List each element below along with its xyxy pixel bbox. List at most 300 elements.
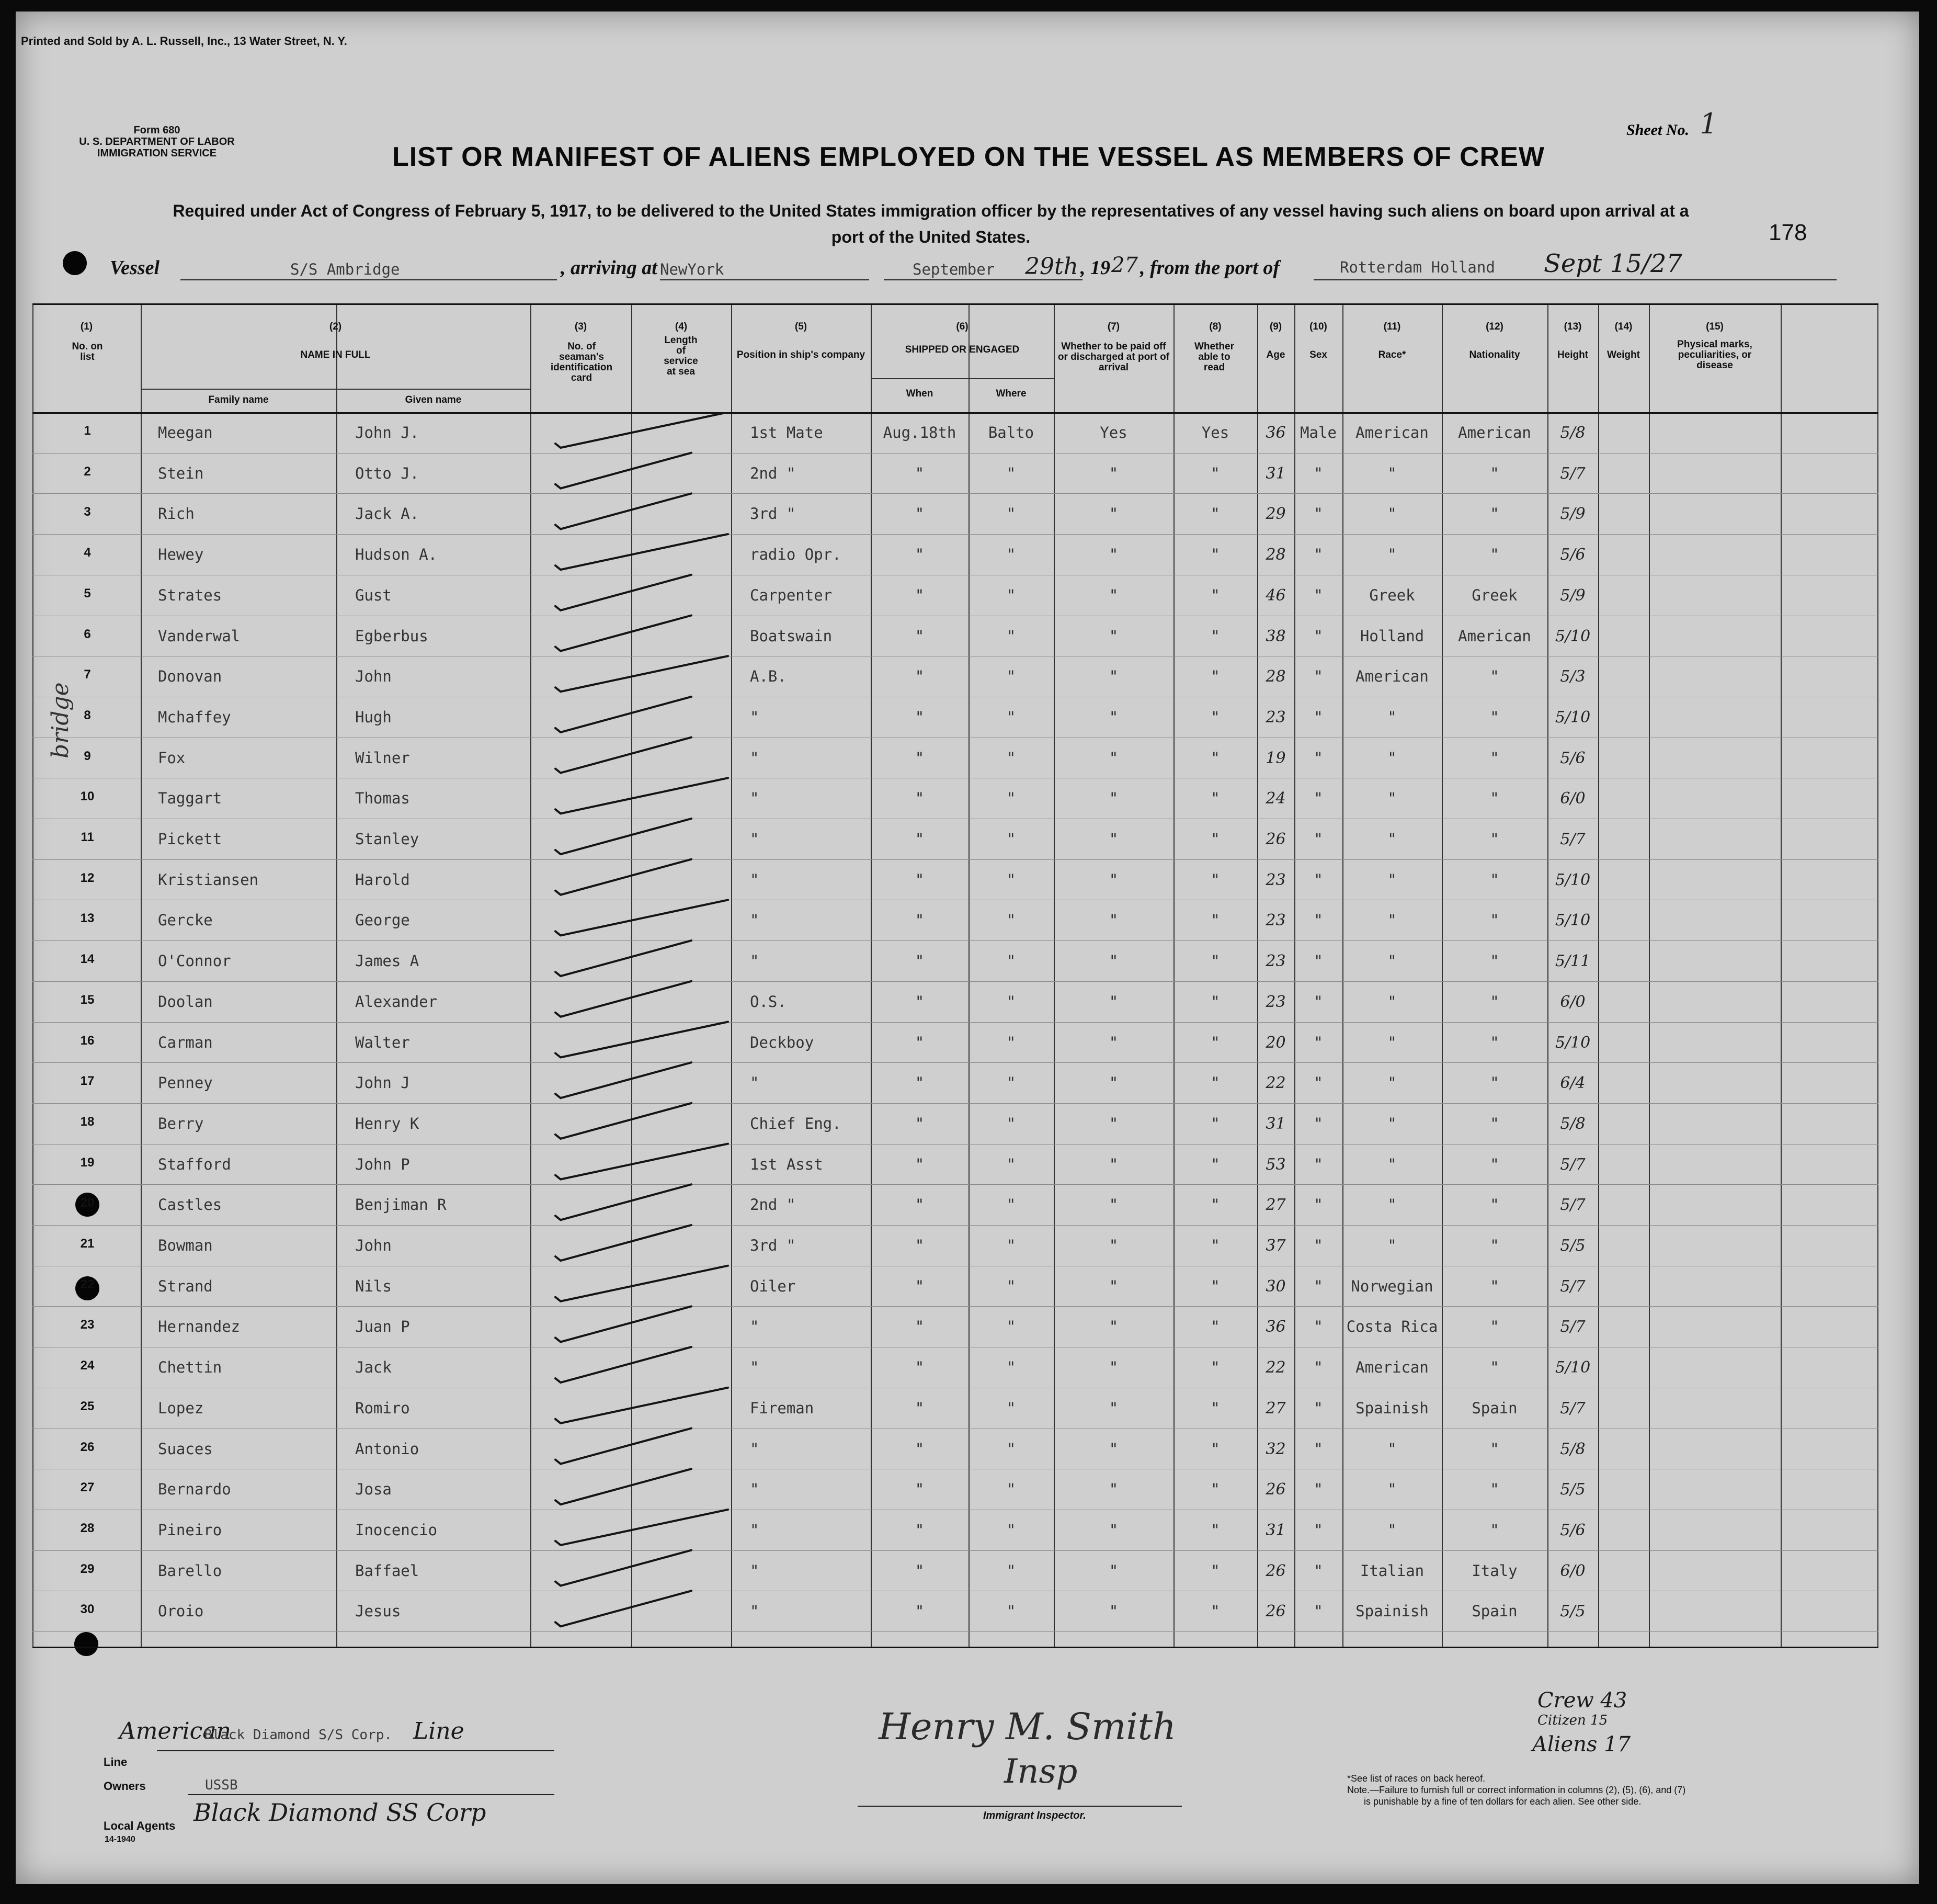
cell-where: " bbox=[1006, 952, 1016, 970]
col-race-number: (11) bbox=[1383, 321, 1401, 332]
cell-paid: " bbox=[1109, 627, 1119, 645]
cell-nationality: Greek bbox=[1472, 586, 1518, 604]
cell-nationality: " bbox=[1490, 1277, 1499, 1295]
cell-sex: " bbox=[1314, 464, 1323, 482]
col-read-number: (8) bbox=[1209, 321, 1222, 332]
printer-credit: Printed and Sold by A. L. Russell, Inc., 13 Water Street, N. Y. bbox=[21, 35, 347, 48]
cell-where: " bbox=[1006, 1521, 1016, 1539]
cell-age: 22 bbox=[1266, 1358, 1286, 1377]
cell-position: " bbox=[750, 870, 759, 889]
cell-read: " bbox=[1211, 546, 1220, 564]
cell-nationality: American bbox=[1458, 424, 1531, 441]
cell-paid: " bbox=[1109, 1358, 1119, 1377]
requirement-line-1: Required under Act of Congress of February 5, 1917, to be delivered to the United States immigration officer by the representatives of any vessel having such aliens on board upon arrival at a bbox=[173, 201, 1689, 220]
year-value: 27 bbox=[1111, 253, 1138, 277]
cell-paid: " bbox=[1109, 1237, 1119, 1254]
cell-age: 27 bbox=[1266, 1399, 1286, 1418]
cell-no: 11 bbox=[81, 830, 94, 844]
cell-height: 6/0 bbox=[1560, 992, 1586, 1011]
col-shipped-number: (6) bbox=[956, 321, 969, 332]
cell-read: " bbox=[1211, 1358, 1220, 1377]
cell-position: Fireman bbox=[750, 1399, 814, 1417]
cell-paid: " bbox=[1109, 1561, 1119, 1580]
cell-race: " bbox=[1387, 830, 1397, 848]
cell-position: " bbox=[750, 1480, 759, 1499]
cell-no: 7 bbox=[84, 667, 91, 682]
cell-where: " bbox=[1006, 830, 1016, 848]
cell-where: " bbox=[1006, 1196, 1016, 1214]
line-hand-end: Line bbox=[413, 1718, 464, 1744]
cell-position: 3rd " bbox=[750, 505, 796, 523]
cell-family: Chettin bbox=[158, 1358, 222, 1377]
cell-nationality: " bbox=[1490, 1074, 1499, 1092]
cell-family: Strand bbox=[158, 1277, 213, 1295]
col-marks-header: Physical marks, peculiarities, or disease bbox=[1677, 339, 1752, 371]
cell-height: 6/0 bbox=[1560, 1561, 1586, 1580]
cell-no: 22 bbox=[80, 1277, 95, 1291]
cell-paid: " bbox=[1109, 505, 1119, 523]
cell-given: Egberbus bbox=[355, 627, 428, 645]
col-shipped-header: SHIPPED OR ENGAGED bbox=[905, 344, 1020, 355]
cell-race: American bbox=[1355, 667, 1429, 686]
cell-nationality: " bbox=[1490, 464, 1499, 482]
cell-family: Carman bbox=[158, 1033, 213, 1051]
cell-family: Strates bbox=[158, 586, 222, 604]
cell-position: " bbox=[750, 1074, 759, 1092]
cell-family: Bowman bbox=[158, 1237, 213, 1254]
cell-no: 21 bbox=[80, 1237, 95, 1251]
cell-given: Baffael bbox=[355, 1561, 419, 1580]
cell-read: " bbox=[1211, 1033, 1220, 1051]
cell-read: " bbox=[1211, 464, 1220, 482]
cell-paid: " bbox=[1109, 1602, 1119, 1620]
cell-family: Oroio bbox=[158, 1602, 204, 1620]
date-note: Sept 15/27 bbox=[1544, 249, 1682, 278]
cell-nationality: " bbox=[1490, 1521, 1499, 1539]
cell-when: Aug.18th bbox=[883, 424, 956, 441]
cell-no: 4 bbox=[84, 546, 91, 560]
cell-paid: " bbox=[1109, 992, 1119, 1011]
cell-height: 5/7 bbox=[1560, 1155, 1586, 1174]
cell-height: 5/6 bbox=[1560, 546, 1586, 564]
cell-read: " bbox=[1211, 586, 1220, 604]
cell-when: " bbox=[915, 1480, 925, 1499]
cell-no: 18 bbox=[80, 1114, 95, 1129]
cell-where: " bbox=[1006, 1277, 1016, 1295]
cell-height: 5/8 bbox=[1560, 1114, 1586, 1133]
tally-aliens: Aliens 17 bbox=[1532, 1732, 1631, 1756]
cell-no: 25 bbox=[80, 1399, 95, 1413]
cell-read: " bbox=[1211, 1399, 1220, 1417]
cell-paid: " bbox=[1109, 1480, 1119, 1499]
row-divider bbox=[32, 1103, 1878, 1104]
tally-crew: Crew 43 bbox=[1537, 1688, 1627, 1713]
cell-read: " bbox=[1211, 1561, 1220, 1580]
cell-nationality: " bbox=[1490, 830, 1499, 848]
cell-height: 5/5 bbox=[1560, 1237, 1586, 1255]
cell-position: " bbox=[750, 952, 759, 970]
owners-label: Owners bbox=[104, 1780, 146, 1793]
cell-age: 22 bbox=[1266, 1074, 1286, 1093]
cell-where: " bbox=[1006, 1399, 1016, 1417]
cell-family: Donovan bbox=[158, 667, 222, 686]
cell-nationality: American bbox=[1458, 627, 1531, 645]
cell-height: 5/6 bbox=[1560, 1521, 1586, 1539]
col-sex-number: (10) bbox=[1309, 321, 1327, 332]
row-divider bbox=[32, 1306, 1878, 1307]
cell-age: 37 bbox=[1266, 1237, 1286, 1255]
cell-no: 29 bbox=[80, 1561, 95, 1576]
cell-when: " bbox=[915, 749, 925, 767]
cell-family: Rich bbox=[158, 505, 195, 523]
col-position-header: Position in ship's company bbox=[736, 349, 865, 360]
punch-hole bbox=[63, 251, 87, 275]
cell-given: Romiro bbox=[355, 1399, 410, 1417]
row-divider bbox=[32, 1022, 1878, 1023]
row-divider bbox=[32, 981, 1878, 982]
port-value: Rotterdam Holland bbox=[1340, 258, 1495, 276]
cell-paid: " bbox=[1109, 952, 1119, 970]
service-name: IMMIGRATION SERVICE bbox=[97, 148, 217, 159]
cell-height: 5/7 bbox=[1560, 1277, 1586, 1296]
cell-nationality: " bbox=[1490, 1237, 1499, 1254]
month-field bbox=[884, 253, 1083, 280]
row-divider bbox=[32, 534, 1878, 535]
col-id-header: No. of seaman's identification card bbox=[550, 341, 613, 383]
cell-when: " bbox=[915, 911, 925, 930]
cell-no: 27 bbox=[80, 1480, 95, 1495]
cell-family: Hewey bbox=[158, 546, 204, 564]
cell-sex: " bbox=[1314, 546, 1323, 564]
month-value: September bbox=[913, 260, 995, 278]
cell-read: " bbox=[1211, 870, 1220, 889]
cell-race: " bbox=[1387, 992, 1397, 1011]
cell-where: " bbox=[1006, 627, 1016, 645]
cell-race: " bbox=[1387, 1196, 1397, 1214]
cell-height: 5/10 bbox=[1555, 627, 1591, 645]
cell-nationality: Italy bbox=[1472, 1561, 1518, 1580]
cell-no: 17 bbox=[80, 1074, 95, 1089]
crew-table bbox=[32, 303, 1878, 1648]
cell-sex: " bbox=[1314, 870, 1323, 889]
cell-sex: " bbox=[1314, 1277, 1323, 1295]
cell-when: " bbox=[915, 1155, 925, 1173]
cell-family: Meegan bbox=[158, 424, 213, 441]
col-when-header: When bbox=[906, 388, 933, 399]
cell-family: Pickett bbox=[158, 830, 222, 848]
cell-read: " bbox=[1211, 749, 1220, 767]
col-name-number: (2) bbox=[329, 321, 342, 332]
cell-family: Taggart bbox=[158, 789, 222, 808]
cell-nationality: " bbox=[1490, 1033, 1499, 1051]
cell-given: John bbox=[355, 667, 392, 686]
inspector-label: Immigrant Inspector. bbox=[983, 1810, 1086, 1821]
cell-given: Hudson A. bbox=[355, 546, 438, 564]
col-family-header: Family name bbox=[208, 394, 269, 405]
col-nationality-header: Nationality bbox=[1469, 349, 1520, 360]
col-given-header: Given name bbox=[405, 394, 462, 405]
cell-read: " bbox=[1211, 1196, 1220, 1214]
cell-sex: " bbox=[1314, 1440, 1323, 1458]
cell-height: 5/10 bbox=[1555, 911, 1591, 930]
line-label: Line bbox=[104, 1755, 128, 1769]
cell-when: " bbox=[915, 1237, 925, 1254]
cell-age: 23 bbox=[1266, 911, 1286, 930]
form-number: Form 680 bbox=[133, 124, 180, 136]
cell-position: " bbox=[750, 708, 759, 726]
cell-no: 5 bbox=[84, 586, 91, 600]
cell-paid: " bbox=[1109, 1155, 1119, 1173]
cell-paid: Yes bbox=[1100, 424, 1127, 441]
department-name: U. S. DEPARTMENT OF LABOR bbox=[79, 136, 235, 148]
cell-family: Pineiro bbox=[158, 1521, 222, 1539]
cell-when: " bbox=[915, 1521, 925, 1539]
cell-no: 14 bbox=[80, 952, 95, 967]
cell-sex: " bbox=[1314, 1237, 1323, 1254]
cell-age: 26 bbox=[1266, 1561, 1286, 1580]
cell-sex: " bbox=[1314, 952, 1323, 970]
requirement-text bbox=[84, 198, 1778, 250]
cell-position: 3rd " bbox=[750, 1237, 796, 1254]
cell-race: " bbox=[1387, 546, 1397, 564]
cell-given: Walter bbox=[355, 1033, 410, 1051]
cell-nationality: " bbox=[1490, 789, 1499, 808]
cell-when: " bbox=[915, 789, 925, 808]
row-divider bbox=[32, 1550, 1878, 1551]
cell-nationality: " bbox=[1490, 1196, 1499, 1214]
cell-when: " bbox=[915, 505, 925, 523]
cell-paid: " bbox=[1109, 1399, 1119, 1417]
cell-age: 29 bbox=[1266, 505, 1286, 524]
cell-age: 26 bbox=[1266, 830, 1286, 848]
cell-when: " bbox=[915, 1196, 925, 1214]
row-divider bbox=[32, 1225, 1878, 1226]
cell-race: " bbox=[1387, 789, 1397, 808]
cell-family: Hernandez bbox=[158, 1318, 241, 1336]
cell-sex: " bbox=[1314, 1114, 1323, 1132]
cell-race: Holland bbox=[1360, 627, 1425, 645]
cell-sex: " bbox=[1314, 586, 1323, 604]
cell-where: " bbox=[1006, 1033, 1016, 1051]
cell-race: " bbox=[1387, 749, 1397, 767]
cell-family: Mchaffey bbox=[158, 708, 231, 726]
inspector-title: Insp bbox=[1004, 1752, 1078, 1791]
cell-when: " bbox=[915, 464, 925, 482]
cell-where: " bbox=[1006, 464, 1016, 482]
cell-given: Otto J. bbox=[355, 464, 419, 482]
cell-where: " bbox=[1006, 911, 1016, 930]
cell-where: " bbox=[1006, 1318, 1016, 1336]
cell-nationality: " bbox=[1490, 1155, 1499, 1173]
cell-given: Benjiman R bbox=[355, 1196, 447, 1214]
cell-read: " bbox=[1211, 1277, 1220, 1295]
cell-age: 46 bbox=[1266, 586, 1286, 605]
from-port-label: , from the port of bbox=[1140, 257, 1280, 279]
cell-where: " bbox=[1006, 1114, 1016, 1132]
cell-given: Jack bbox=[355, 1358, 392, 1377]
cell-age: 53 bbox=[1266, 1155, 1286, 1174]
cell-when: " bbox=[915, 1358, 925, 1377]
cell-age: 23 bbox=[1266, 952, 1286, 971]
year-prefix: , 19 bbox=[1080, 257, 1110, 279]
vessel-label: Vessel bbox=[110, 257, 159, 279]
cell-position: 2nd " bbox=[750, 1196, 796, 1214]
cell-read: " bbox=[1211, 992, 1220, 1011]
col-id-number: (3) bbox=[574, 321, 587, 332]
cell-position: 1st Asst bbox=[750, 1155, 823, 1173]
cell-no: 28 bbox=[80, 1521, 95, 1535]
cell-race: " bbox=[1387, 1033, 1397, 1051]
cell-given: James A bbox=[355, 952, 419, 970]
cell-race: Norwegian bbox=[1351, 1277, 1433, 1295]
cell-age: 38 bbox=[1266, 627, 1286, 645]
cell-family: Penney bbox=[158, 1074, 213, 1092]
cell-no: 24 bbox=[80, 1358, 95, 1373]
col-weight-header: Weight bbox=[1607, 349, 1640, 360]
penalty-note-2: is punishable by a fine of ten dollars for each alien. See other side. bbox=[1364, 1796, 1642, 1807]
cell-when: " bbox=[915, 667, 925, 686]
cell-no: 1 bbox=[84, 424, 91, 438]
cell-where: " bbox=[1006, 546, 1016, 564]
cell-position: " bbox=[750, 789, 759, 808]
line-typed-value: Black Diamond S/S Corp. bbox=[204, 1727, 393, 1743]
cell-age: 24 bbox=[1266, 789, 1286, 808]
tally-citizen: Citizen 15 bbox=[1537, 1713, 1608, 1728]
cell-family: O'Connor bbox=[158, 952, 231, 970]
cell-paid: " bbox=[1109, 1033, 1119, 1051]
cell-nationality: " bbox=[1490, 1440, 1499, 1458]
cell-sex: " bbox=[1314, 911, 1323, 930]
cell-no: 23 bbox=[80, 1318, 95, 1332]
cell-sex: " bbox=[1314, 667, 1323, 686]
cell-nationality: " bbox=[1490, 911, 1499, 930]
cell-given: Thomas bbox=[355, 789, 410, 808]
cell-when: " bbox=[915, 992, 925, 1011]
races-note: *See list of races on back hereof. bbox=[1347, 1773, 1486, 1784]
cell-given: Josa bbox=[355, 1480, 392, 1499]
cell-paid: " bbox=[1109, 789, 1119, 808]
row-divider bbox=[32, 453, 1878, 454]
col-paid-number: (7) bbox=[1107, 321, 1120, 332]
cell-when: " bbox=[915, 546, 925, 564]
cell-age: 32 bbox=[1266, 1440, 1286, 1458]
cell-age: 19 bbox=[1266, 749, 1286, 767]
cell-nationality: " bbox=[1490, 708, 1499, 726]
cell-when: " bbox=[915, 952, 925, 970]
cell-age: 31 bbox=[1266, 1521, 1286, 1539]
cell-height: 5/7 bbox=[1560, 830, 1586, 848]
cell-where: " bbox=[1006, 1440, 1016, 1458]
cell-where: " bbox=[1006, 749, 1016, 767]
cell-read: " bbox=[1211, 505, 1220, 523]
cell-race: Spainish bbox=[1355, 1602, 1429, 1620]
cell-race: " bbox=[1387, 464, 1397, 482]
cell-height: 5/8 bbox=[1560, 1440, 1586, 1458]
cell-position: " bbox=[750, 1358, 759, 1377]
cell-race: Greek bbox=[1369, 586, 1415, 604]
row-divider bbox=[32, 493, 1878, 494]
row-divider bbox=[32, 1184, 1878, 1185]
cell-position: radio Opr. bbox=[750, 546, 841, 564]
cell-race: " bbox=[1387, 1155, 1397, 1173]
cell-nationality: " bbox=[1490, 1480, 1499, 1499]
cell-height: 5/7 bbox=[1560, 1196, 1586, 1215]
cell-where: " bbox=[1006, 708, 1016, 726]
cell-nationality: " bbox=[1490, 1318, 1499, 1336]
vessel-value: S/S Ambridge bbox=[290, 260, 400, 278]
cell-height: 5/7 bbox=[1560, 1399, 1586, 1418]
cell-nationality: " bbox=[1490, 870, 1499, 889]
cell-family: Doolan bbox=[158, 992, 213, 1011]
cell-nationality: " bbox=[1490, 749, 1499, 767]
cell-age: 23 bbox=[1266, 870, 1286, 889]
col-weight-number: (14) bbox=[1614, 321, 1633, 332]
cell-paid: " bbox=[1109, 1196, 1119, 1214]
cell-where: " bbox=[1006, 1074, 1016, 1092]
cell-read: " bbox=[1211, 1114, 1220, 1132]
cell-given: Juan P bbox=[355, 1318, 410, 1336]
cell-paid: " bbox=[1109, 1074, 1119, 1092]
sheet-label: Sheet No. bbox=[1626, 121, 1689, 139]
cell-age: 28 bbox=[1266, 546, 1286, 564]
port-field bbox=[1314, 249, 1837, 280]
cell-when: " bbox=[915, 627, 925, 645]
margin-note: bridge bbox=[47, 682, 74, 758]
cell-no: 26 bbox=[80, 1440, 95, 1454]
cell-position: " bbox=[750, 1602, 759, 1620]
cell-paid: " bbox=[1109, 708, 1119, 726]
requirement-line-2: port of the United States. bbox=[831, 228, 1031, 246]
cell-height: 5/5 bbox=[1560, 1480, 1586, 1499]
cell-age: 26 bbox=[1266, 1602, 1286, 1621]
cell-age: 26 bbox=[1266, 1480, 1286, 1499]
cell-height: 5/10 bbox=[1555, 1358, 1591, 1377]
cell-position: Boatswain bbox=[750, 627, 833, 645]
cell-sex: " bbox=[1314, 1033, 1323, 1051]
cell-family: Barello bbox=[158, 1561, 222, 1580]
cell-family: Kristiansen bbox=[158, 870, 259, 889]
cell-no: 9 bbox=[84, 749, 91, 763]
cell-family: Stein bbox=[158, 464, 204, 482]
cell-height: 5/5 bbox=[1560, 1602, 1586, 1621]
cell-race: " bbox=[1387, 1480, 1397, 1499]
cell-position: 1st Mate bbox=[750, 424, 823, 441]
cell-sex: " bbox=[1314, 1561, 1323, 1580]
cell-position: " bbox=[750, 911, 759, 930]
cell-paid: " bbox=[1109, 830, 1119, 848]
cell-age: 31 bbox=[1266, 464, 1286, 483]
cell-paid: " bbox=[1109, 586, 1119, 604]
cell-when: " bbox=[915, 1318, 925, 1336]
cell-height: 6/0 bbox=[1560, 789, 1586, 808]
cell-when: " bbox=[915, 830, 925, 848]
col-service-header: Length of service at sea bbox=[664, 335, 698, 377]
cell-paid: " bbox=[1109, 1114, 1119, 1132]
cell-where: " bbox=[1006, 1480, 1016, 1499]
cell-nationality: " bbox=[1490, 992, 1499, 1011]
cell-no: 15 bbox=[80, 992, 95, 1007]
line-hand-value: American bbox=[119, 1718, 231, 1744]
cell-read: " bbox=[1211, 667, 1220, 686]
cell-sex: " bbox=[1314, 992, 1323, 1011]
cell-height: 6/4 bbox=[1560, 1074, 1586, 1093]
row-divider bbox=[32, 859, 1878, 860]
cell-height: 5/10 bbox=[1555, 708, 1591, 727]
col-name-header: NAME IN FULL bbox=[300, 349, 371, 360]
cell-race: Spainish bbox=[1355, 1399, 1429, 1417]
cell-sex: " bbox=[1314, 749, 1323, 767]
row-divider bbox=[32, 940, 1878, 941]
